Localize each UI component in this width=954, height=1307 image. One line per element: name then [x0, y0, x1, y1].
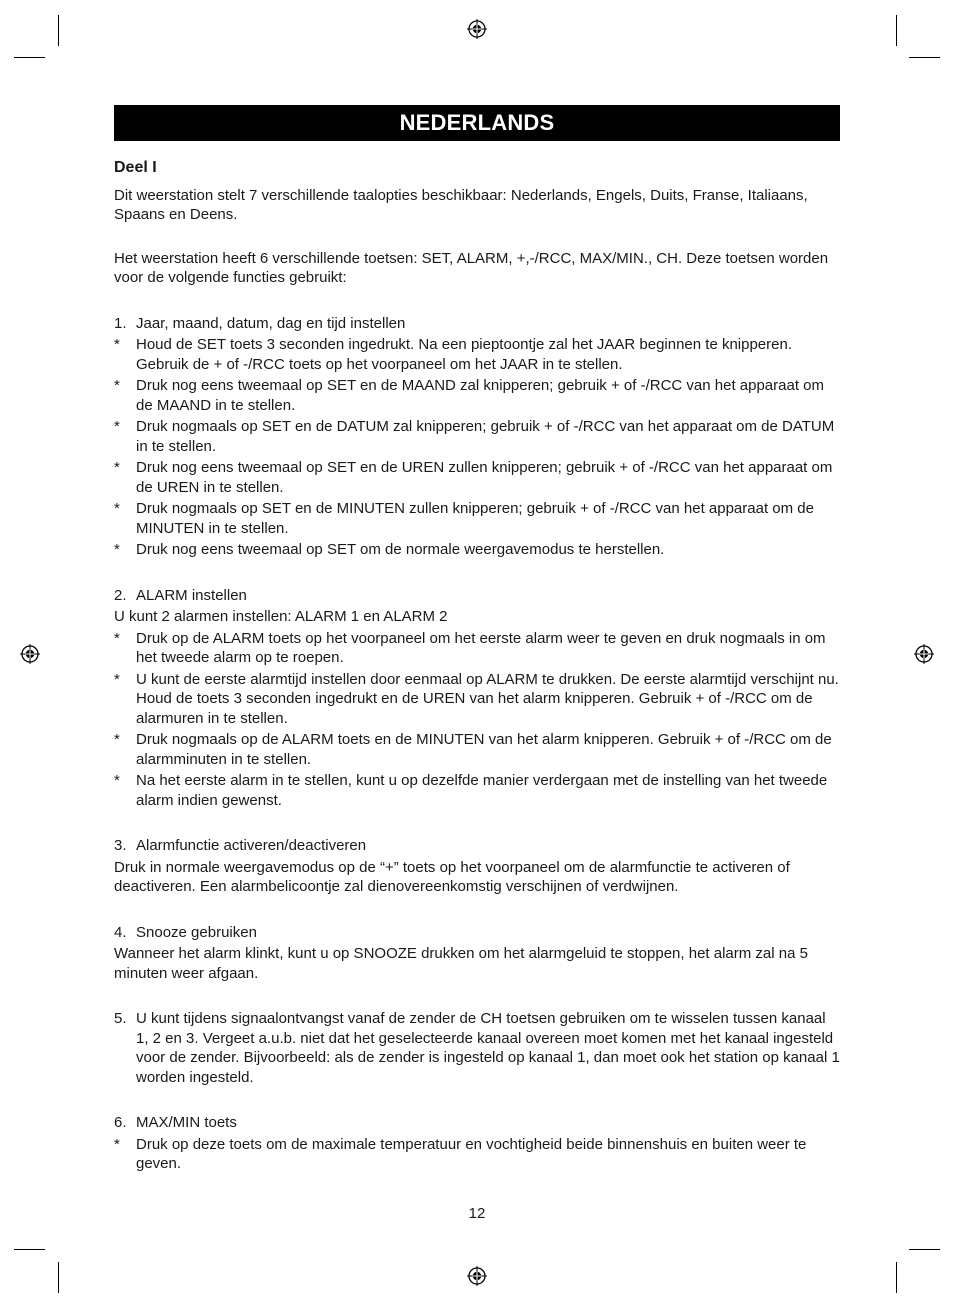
numbered-heading: [114, 1009, 840, 1087]
item-heading: MAX/MIN toets: [136, 1114, 237, 1131]
list-item: [114, 540, 840, 560]
item-number: 1.: [114, 314, 127, 332]
bullet-mark: *: [114, 336, 120, 353]
item-heading: Snooze gebruiken: [136, 923, 257, 941]
list-item: [114, 670, 840, 729]
list-item-text: Na het eerste alarm in te stellen, kunt u op dezelfde manier verdergaan met de instelling van het tweede alarm indien gewenst.: [136, 772, 828, 809]
numbered-heading: [114, 586, 840, 606]
crop-mark: [896, 15, 897, 46]
item-number: 4.: [114, 923, 127, 941]
registration-mark-icon: [467, 19, 487, 39]
list-item-text: Druk op de ALARM toets op het voorpaneel om het eerste alarm weer te geven en druk nogmaals in om het tweede alarm op te roepen.: [136, 629, 826, 666]
list-item-text: Druk nogmaals op SET en de MINUTEN zullen knipperen; gebruik + of -/RCC van het apparaat om de MINUTEN in te stellen.: [136, 500, 814, 537]
list-item-text: Houd de SET toets 3 seconden ingedrukt. Na een pieptoontje zal het JAAR beginnen te knipperen. Gebruik de + of -/RCC toets op het voorpaneel om het JAAR in te stellen.: [136, 336, 793, 373]
registration-mark-icon: [914, 644, 934, 664]
bullet-mark: *: [114, 418, 120, 435]
section-paragraph: Druk in normale weergavemodus op de “+” toets op het voorpaneel om de alarmfunctie te activeren of deactiveren. Een alarmbelicoontje zal dienovereenkomstig verschijnen of verdwijnen.: [114, 858, 790, 895]
crop-mark: [14, 1249, 45, 1250]
list-item: [114, 458, 840, 497]
list-item: [114, 629, 840, 668]
item-number: 3.: [114, 837, 127, 854]
bullet-mark: *: [114, 377, 120, 394]
numbered-heading: [114, 1113, 840, 1133]
item-number: 6.: [114, 1114, 127, 1131]
item-number: 2.: [114, 586, 127, 604]
list-item-text: Druk nogmaals op de ALARM toets en de MINUTEN van het alarm knipperen. Gebruik + of -/RCC om de alarmminuten in te stellen.: [136, 731, 832, 768]
list-item-text: Druk nog eens tweemaal op SET om de normale weergavemodus te herstellen.: [136, 541, 665, 558]
bullet-mark: *: [114, 541, 120, 558]
section-paragraph: U kunt 2 alarmen instellen: ALARM 1 en ALARM 2: [114, 608, 448, 625]
list-item: [114, 335, 840, 374]
crop-mark: [58, 1262, 59, 1293]
numbered-heading: [114, 836, 840, 856]
numbered-heading: [114, 923, 840, 943]
bullet-mark: *: [114, 670, 120, 688]
intro-paragraph: Het weerstation heeft 6 verschillende toetsen: SET, ALARM, +,-/RCC, MAX/MIN., CH. Deze toetsen worden voor de volgende functies gebruikt:: [114, 249, 829, 286]
crop-mark: [896, 1262, 897, 1293]
list-item-text: Druk op deze toets om de maximale temperatuur en vochtigheid beide binnenshuis en buiten weer te geven.: [136, 1135, 807, 1172]
bullet-mark: *: [114, 500, 120, 517]
bullet-mark: *: [114, 772, 120, 789]
section-paragraph: Wanneer het alarm klinkt, kunt u op SNOOZE drukken om het alarmgeluid te stoppen, het alarm zal na 5 minuten weer afgaan.: [114, 945, 808, 982]
bullet-mark: *: [114, 629, 120, 647]
crop-mark: [909, 1249, 940, 1250]
list-item: [114, 771, 840, 810]
registration-mark-icon: [20, 644, 40, 664]
list-item: [114, 376, 840, 415]
list-item: [114, 730, 840, 769]
list-item: [114, 1135, 840, 1174]
list-item: [114, 417, 840, 456]
item-number: 5.: [114, 1010, 127, 1027]
item-heading: U kunt tijdens signaalontvangst vanaf de zender de CH toetsen gebruiken om te wisselen tussen kanaal 1, 2 en 3. Vergeet a.u.b. niet dat het geselecteerde kanaal overeen moet komen met het kanaal ingesteld voor de zender. Bijvoorbeeld: als de zender is ingesteld op kanaal 1, dan moet ook het station op kanaal 1 worden ingesteld.: [136, 1010, 840, 1086]
crop-mark: [14, 57, 45, 58]
page-number: 12: [468, 1205, 486, 1222]
item-heading: Alarmfunctie activeren/deactiveren: [136, 837, 367, 854]
section-title: Deel I: [114, 159, 157, 176]
list-item-text: U kunt de eerste alarmtijd instellen door eenmaal op ALARM te drukken. De eerste alarmtijd verschijnt nu. Houd de toets 3 seconden ingedrukt en de UREN van het alarm knipperen. Gebruik + of -/RCC om de alarmuren in te stellen.: [136, 670, 839, 727]
bullet-mark: *: [114, 731, 120, 748]
crop-mark: [58, 15, 59, 46]
registration-mark-icon: [467, 1266, 487, 1286]
list-item-text: Druk nog eens tweemaal op SET en de UREN zullen knipperen; gebruik + of -/RCC van het apparaat om de UREN in te stellen.: [136, 459, 833, 496]
item-heading: Jaar, maand, datum, dag en tijd instellen: [136, 314, 406, 332]
list-item-text: Druk nog eens tweemaal op SET en de MAAND zal knipperen; gebruik + of -/RCC van het apparaat om de MAAND in te stellen.: [136, 377, 825, 414]
list-item: [114, 499, 840, 538]
list-item-text: Druk nogmaals op SET en de DATUM zal knipperen; gebruik + of -/RCC van het apparaat om de DATUM in te stellen.: [136, 418, 835, 455]
numbered-heading: [114, 314, 840, 334]
crop-mark: [909, 57, 940, 58]
bullet-mark: *: [114, 1135, 120, 1153]
page-title: NEDERLANDS: [114, 105, 840, 141]
item-heading: ALARM instellen: [136, 586, 247, 604]
bullet-mark: *: [114, 459, 120, 476]
document-body: [114, 158, 840, 1174]
intro-paragraph: Dit weerstation stelt 7 verschillende taalopties beschikbaar: Nederlands, Engels, Duits, Franse, Italiaans, Spaans en Deens.: [114, 186, 808, 223]
